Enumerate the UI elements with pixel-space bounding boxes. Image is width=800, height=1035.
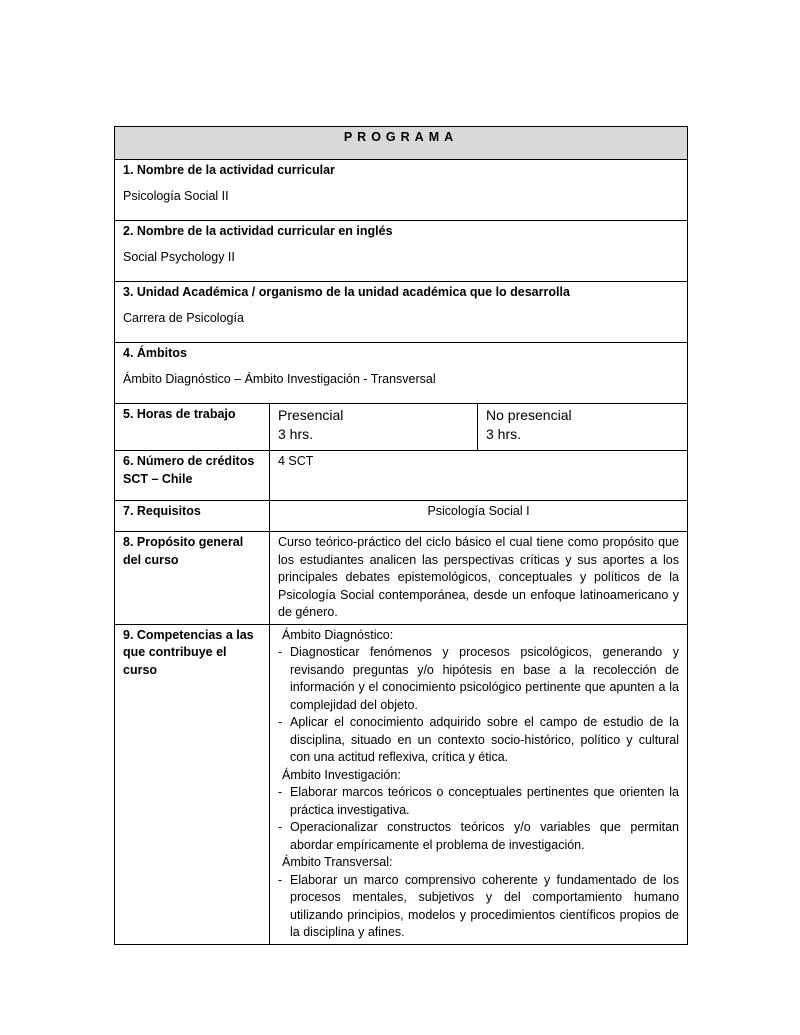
program-table	[114, 126, 688, 945]
section-6-row	[115, 451, 688, 501]
list-item: - Aplicar el conocimiento adquirido sobre el campo de estudio de la disciplina, situado en un contexto socio-histórico, político y cultural con una actitud reflexiva, crítica y ética.	[278, 714, 679, 767]
section-8-row	[115, 532, 688, 625]
section-3-label: 3. Unidad Académica / organismo de la unidad académica que lo desarrolla	[123, 285, 570, 299]
section-1-value: Psicología Social II	[123, 188, 229, 203]
section-7-label: 7. Requisitos	[115, 501, 270, 532]
section-9-content	[270, 624, 688, 944]
section-1-row	[115, 160, 688, 221]
presencial-value: 3 hrs.	[278, 426, 314, 442]
section-9-label-line3: curso	[123, 662, 158, 677]
section-4-value: Ámbito Diagnóstico – Ámbito Investigación - Transversal	[123, 371, 436, 386]
section-1-label: 1. Nombre de la actividad curricular	[123, 163, 335, 177]
section-6-label-cell	[115, 451, 270, 501]
ambito-diagnostico-heading: Ámbito Diagnóstico:	[282, 627, 394, 642]
ambito-investigacion-heading: Ámbito Investigación:	[282, 767, 401, 782]
section-9-label-cell	[115, 624, 270, 944]
table-header-row	[115, 127, 688, 160]
ambito-diagnostico-list	[278, 644, 679, 767]
section-4-label: 4. Ámbitos	[123, 346, 187, 360]
section-5-row	[115, 404, 688, 451]
program-title: PROGRAMA	[115, 127, 688, 160]
section-2-label: 2. Nombre de la actividad curricular en inglés	[123, 224, 393, 238]
section-3-row	[115, 282, 688, 343]
no-presencial-label: No presencial	[486, 407, 572, 423]
list-item: - Elaborar marcos teóricos o conceptuales pertinentes que orienten la práctica investigativa.	[278, 784, 679, 819]
section-4-row	[115, 343, 688, 404]
ambito-investigacion-list	[278, 784, 679, 854]
list-item: - Elaborar un marco comprensivo coherente y fundamentado de los procesos mentales, subjetivos y del comportamiento humano utilizando principios, modelos y procedimientos científicos propios de la disciplina y afines.	[278, 872, 679, 942]
section-6-value: 4 SCT	[270, 451, 688, 501]
section-8-value: Curso teórico-práctico del ciclo básico el cual tiene como propósito que los estudiantes analicen las perspectivas críticas y sus aportes a los principales debates epistemológicos, conceptuales y políticos de la Psicología Social contemporánea, desde un enfoque latinoamericano y de género.	[270, 532, 688, 625]
section-9-row	[115, 624, 688, 944]
no-presencial-cell	[478, 404, 688, 451]
presencial-label: Presencial	[278, 407, 344, 423]
section-9-label-line1: 9. Competencias a las	[123, 627, 254, 642]
section-7-row	[115, 501, 688, 532]
presencial-cell	[270, 404, 478, 451]
ambito-transversal-heading: Ámbito Transversal:	[282, 855, 393, 869]
ambito-transversal-list	[278, 872, 679, 942]
section-5-label: 5. Horas de trabajo	[115, 404, 270, 451]
section-2-value: Social Psychology II	[123, 249, 235, 264]
section-8-label-line1: 8. Propósito general	[123, 535, 244, 549]
no-presencial-value: 3 hrs.	[486, 426, 522, 442]
section-8-label-cell	[115, 532, 270, 625]
section-7-value: Psicología Social I	[270, 501, 688, 532]
section-9-label-line2: que contribuye el	[123, 645, 227, 659]
section-3-value: Carrera de Psicología	[123, 310, 244, 325]
list-item: - Operacionalizar constructos teóricos y/o variables que permitan abordar empíricamente el problema de investigación.	[278, 819, 679, 854]
section-2-row	[115, 221, 688, 282]
list-item: - Diagnosticar fenómenos y procesos psicológicos, generando y revisando preguntas y/o hipótesis en base a la recolección de información y el conocimiento psicológico pertinente que apunten a la complejidad del objeto.	[278, 644, 679, 714]
section-6-label-line1: 6. Número de créditos	[123, 454, 255, 468]
section-8-label-line2: del curso	[123, 552, 179, 567]
section-6-label-line2: SCT – Chile	[123, 471, 193, 486]
